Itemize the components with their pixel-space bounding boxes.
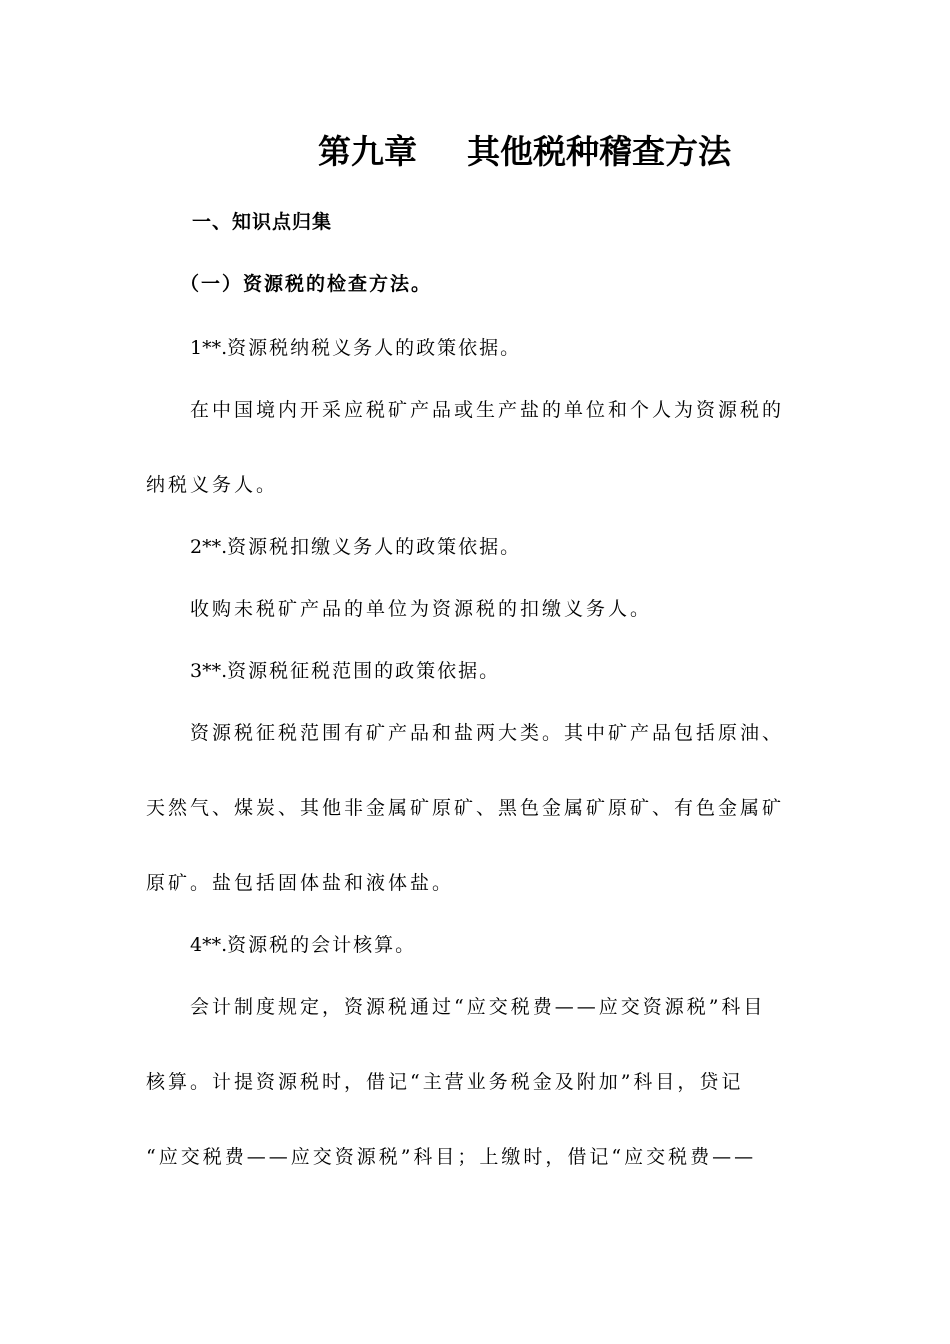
item-text: 资源税征税范围的政策依据。 <box>227 660 501 682</box>
item-number: 3**. <box>190 660 228 682</box>
subsection-heading: （一）资源税的检查方法。 <box>180 273 433 295</box>
paragraph-line: “应交税费——应交资源税”科目；上缴时，借记“应交税费—— <box>146 1146 757 1168</box>
paragraph-line: 纳税义务人。 <box>146 474 279 496</box>
item-number: 2**. <box>190 536 228 558</box>
item-text: 资源税扣缴义务人的政策依据。 <box>227 536 522 558</box>
paragraph-line: 收购未税矿产品的单位为资源税的扣缴义务人。 <box>190 598 653 620</box>
paragraph-line: 资源税征税范围有矿产品和盐两大类。其中矿产品包括原油、 <box>190 722 785 744</box>
item-heading-1 <box>190 336 521 360</box>
item-text: 资源税的会计核算。 <box>227 934 417 956</box>
item-heading-4 <box>190 933 416 957</box>
paragraph-line: 核算。计提资源税时，借记“主营业务税金及附加”科目，贷记 <box>146 1071 744 1093</box>
item-text: 资源税纳税义务人的政策依据。 <box>227 337 522 359</box>
paragraph-line: 原矿。盐包括固体盐和液体盐。 <box>146 872 455 894</box>
item-number: 1**. <box>190 337 228 359</box>
paragraph-line: 在中国境内开采应税矿产品或生产盐的单位和个人为资源税的 <box>190 399 785 421</box>
item-heading-3 <box>190 659 500 683</box>
chapter-name: 其他税种稽查方法 <box>467 132 731 171</box>
chapter-title <box>318 131 731 173</box>
item-heading-2 <box>190 535 521 559</box>
paragraph-line: 会计制度规定，资源税通过“应交税费——应交资源税”科目 <box>190 996 766 1018</box>
paragraph-line: 天然气、煤炭、其他非金属矿原矿、黑色金属矿原矿、有色金属矿 <box>146 797 785 819</box>
chapter-number: 第九章 <box>318 132 417 171</box>
section-heading: 一、知识点归集 <box>192 211 333 233</box>
item-number: 4**. <box>190 934 228 956</box>
